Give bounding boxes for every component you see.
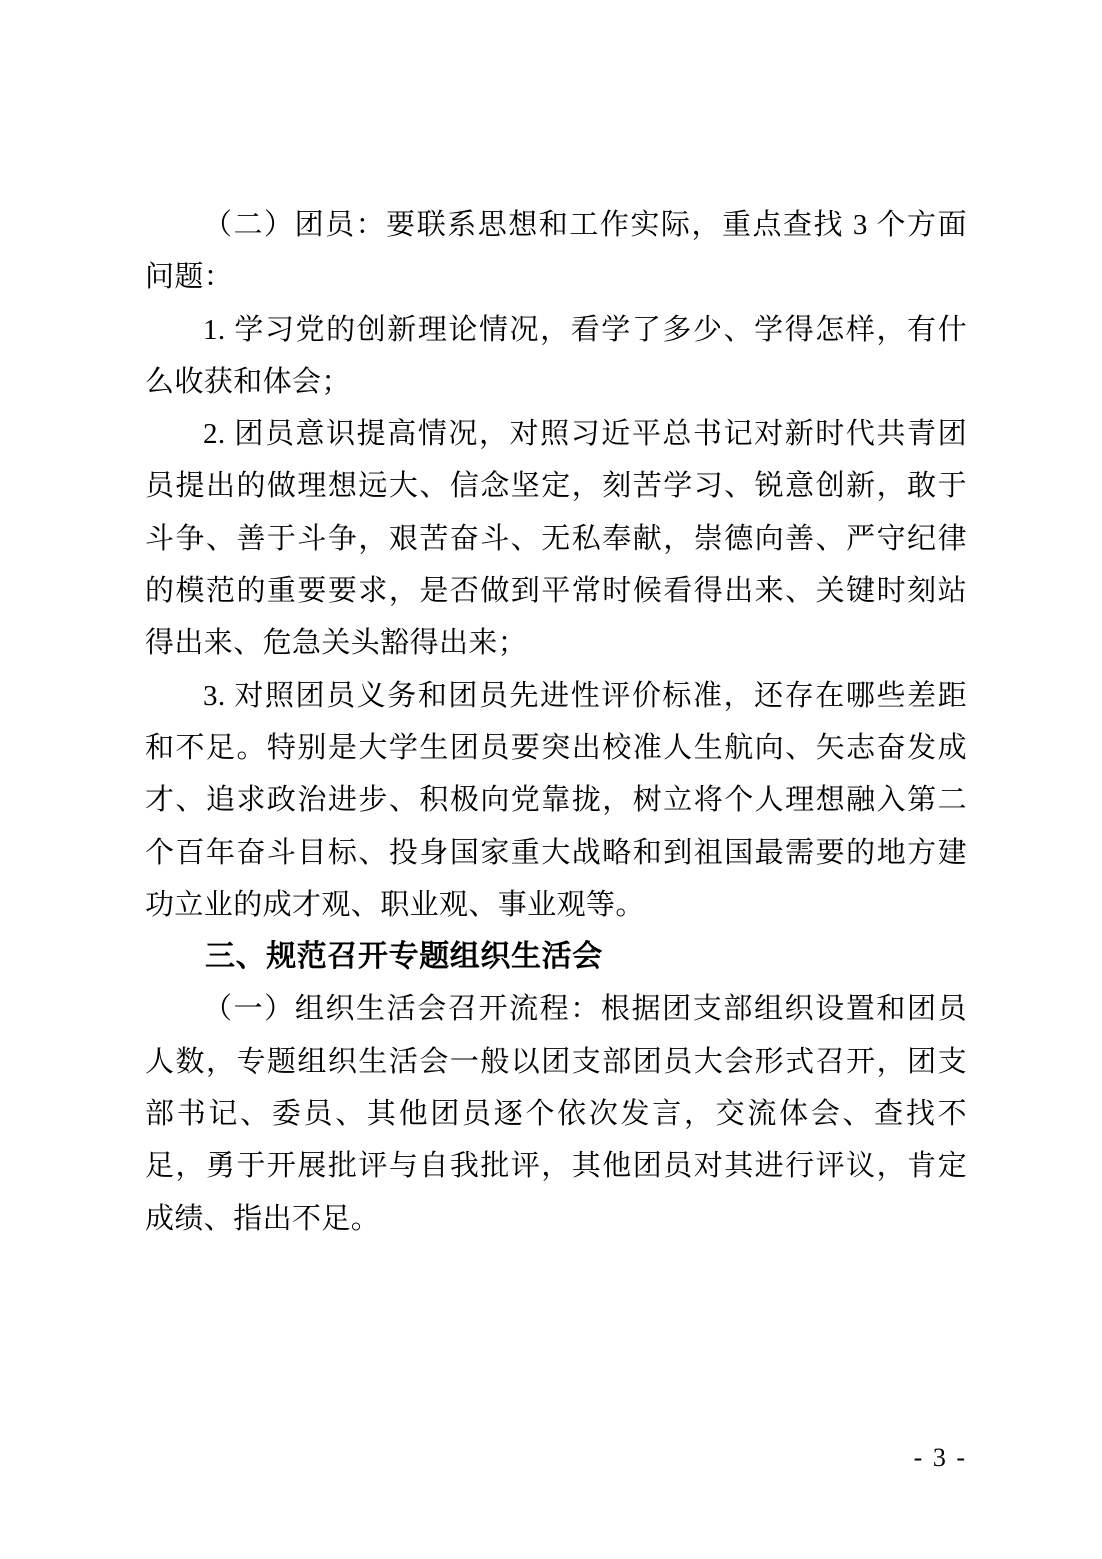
paragraph-item-1: 1. 学习党的创新理论情况，看学了多少、学得怎样，有什么收获和体会；: [145, 313, 967, 398]
paragraph-members-intro: （二）团员：要联系思想和工作实际，重点查找 3 个方面问题：: [145, 209, 967, 294]
section-heading: 三、规范召开专题组织生活会: [205, 940, 603, 974]
page-number: - 3 -: [913, 1443, 967, 1472]
paragraph-item-2: 2. 团员意识提高情况，对照习近平总书记对新时代共青团员提出的做理想远大、信念坚定，刻苦学习、锐意创新，敢于斗争、善于斗争，艰苦奋斗、无私奉献，崇德向善、严守纪律的模范的重要要求，是否做到平常时候看得出来、关键时刻站得出来、危急关头豁得出来；: [145, 418, 967, 660]
paragraph-meeting-procedure: （一）组织生活会召开流程：根据团支部组织设置和团员人数，专题组织生活会一般以团支部团员大会形式召开，团支部书记、委员、其他团员逐个依次发言，交流体会、查找不足，勇于开展批评与自我批评，其他团员对其进行评议，肯定成绩、指出不足。: [145, 993, 967, 1235]
paragraph-item-3: 3. 对照团员义务和团员先进性评价标准，还存在哪些差距和不足。特别是大学生团员要突出校准人生航向、矢志奋发成才、追求政治进步、积极向党靠拢，树立将个人理想融入第二个百年奋斗目标、投身国家重大战略和到祖国最需要的地方建功立业的成才观、职业观、事业观等。: [145, 679, 967, 921]
document-body: [145, 199, 967, 1245]
